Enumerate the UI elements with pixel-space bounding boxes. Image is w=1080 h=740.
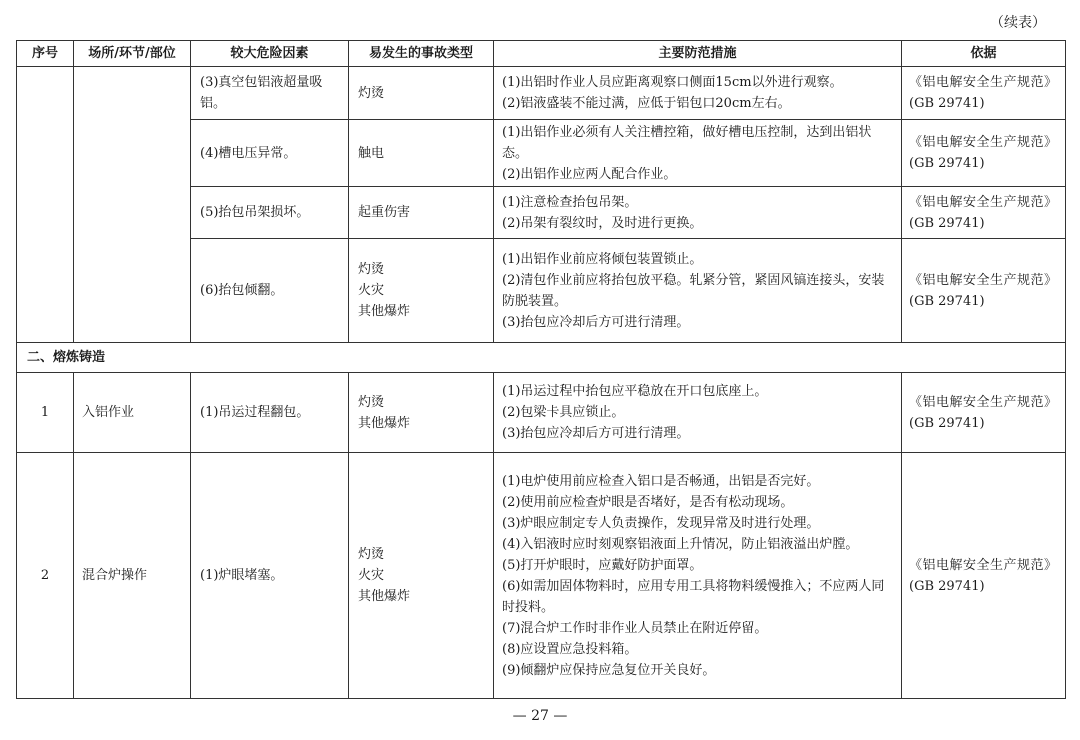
- accident-item: 灼烫: [358, 394, 385, 410]
- measure-item: (3)抬包应冷却后方可进行清理。: [502, 314, 690, 330]
- hazard-cell: (5)抬包吊架损坏。: [191, 187, 349, 239]
- accident-item: 触电: [358, 145, 385, 161]
- hazard-table: [16, 40, 1066, 699]
- measure-item: (3)炉眼应制定专人负责操作，发现异常及时进行处理。: [502, 515, 820, 531]
- table-row: [17, 67, 1066, 120]
- measure-item: (8)应设置应急投料箱。: [502, 641, 638, 657]
- table-header-row: [17, 41, 1066, 67]
- basis-cell: 《铝电解安全生产规范》(GB 29741): [902, 67, 1066, 120]
- measure-item: (4)入铝液时应时刻观察铝液面上升情况，防止铝液溢出炉膛。: [502, 536, 859, 552]
- continued-label: （续表）: [990, 15, 1046, 31]
- table-row: [17, 373, 1066, 453]
- table-row: [17, 453, 1066, 699]
- measure-item: (1)出铝作业前应将倾包装置锁止。: [502, 251, 703, 267]
- hazard-cell: (1)炉眼堵塞。: [191, 453, 349, 699]
- hazard-cell: (6)抬包倾翻。: [191, 239, 349, 343]
- hazard-cell: (4)槽电压异常。: [191, 120, 349, 187]
- measure-item: (1)注意检查抬包吊架。: [502, 194, 638, 210]
- page-number: — 27 —: [512, 708, 568, 724]
- accident-item: 火灾: [358, 568, 385, 583]
- measure-item: (2)出铝作业应两人配合作业。: [502, 166, 677, 182]
- basis-cell: 《铝电解安全生产规范》(GB 29741): [902, 187, 1066, 239]
- accident-item: 起重伤害: [358, 205, 411, 220]
- basis-cell: 《铝电解安全生产规范》(GB 29741): [902, 453, 1066, 699]
- measure-item: (2)铝液盛装不能过满，应低于铝包口20cm左右。: [502, 96, 791, 111]
- accident-item: 火灾: [358, 283, 385, 298]
- basis-cell: 《铝电解安全生产规范》(GB 29741): [902, 239, 1066, 343]
- accident-cell: [349, 67, 494, 120]
- measure-item: (1)电炉使用前应检查入铝口是否畅通，出铝是否完好。: [502, 473, 820, 489]
- measure-item: (6)如需加固体物料时，应用专用工具将物料缓慢推入；不应两人同时投料。: [502, 578, 885, 615]
- accident-cell: [349, 373, 494, 453]
- section-row: [17, 343, 1066, 373]
- header-basis: 依据: [902, 41, 1066, 67]
- no-cell: [17, 67, 74, 343]
- measure-item: (5)打开炉眼时，应戴好防护面罩。: [502, 557, 703, 573]
- basis-cell: 《铝电解安全生产规范》(GB 29741): [902, 120, 1066, 187]
- no-cell: 1: [17, 373, 74, 453]
- accident-item: 其他爆炸: [358, 415, 411, 431]
- measure-item: (1)出铝作业必须有人关注槽控箱，做好槽电压控制，达到出铝状态。: [502, 124, 872, 161]
- measure-item: (2)清包作业前应将抬包放平稳。轧紧分管，紧固风镐连接头，安装防脱装置。: [502, 272, 885, 309]
- measure-item: (1)吊运过程中抬包应平稳放在开口包底座上。: [502, 384, 768, 399]
- accident-cell: [349, 187, 494, 239]
- accident-cell: [349, 453, 494, 699]
- place-cell: [74, 67, 191, 343]
- header-hazard: 较大危险因素: [191, 41, 349, 67]
- measure-item: (2)使用前应检查炉眼是否堵好，是否有松动现场。: [502, 494, 794, 510]
- measures-cell: [494, 120, 902, 187]
- measure-item: (3)抬包应冷却后方可进行清理。: [502, 426, 690, 441]
- accident-cell: [349, 120, 494, 187]
- header-no: 序号: [17, 41, 74, 67]
- measure-item: (7)混合炉工作时非作业人员禁止在附近停留。: [502, 620, 768, 636]
- measures-cell: [494, 187, 902, 239]
- measure-item: (2)包梁卡具应锁止。: [502, 405, 625, 420]
- accident-item: 其他爆炸: [358, 589, 411, 604]
- accident-cell: [349, 239, 494, 343]
- basis-cell: 《铝电解安全生产规范》(GB 29741): [902, 373, 1066, 453]
- measures-cell: [494, 373, 902, 453]
- header-accident: 易发生的事故类型: [349, 41, 494, 67]
- measures-cell: [494, 239, 902, 343]
- section-title: 二、熔炼铸造: [17, 343, 1066, 373]
- measures-cell: [494, 453, 902, 699]
- header-place: 场所/环节/部位: [74, 41, 191, 67]
- measure-item: (2)吊架有裂纹时，及时进行更换。: [502, 215, 703, 231]
- accident-item: 灼烫: [358, 85, 385, 101]
- measure-item: (1)出铝时作业人员应距离观察口侧面15cm以外进行观察。: [502, 75, 843, 90]
- no-cell: 2: [17, 453, 74, 699]
- place-cell: 混合炉操作: [74, 453, 191, 699]
- accident-item: 灼烫: [358, 547, 385, 562]
- accident-item: 灼烫: [358, 262, 385, 277]
- hazard-cell: (1)吊运过程翻包。: [191, 373, 349, 453]
- measure-item: (9)倾翻炉应保持应急复位开关良好。: [502, 662, 716, 678]
- measures-cell: [494, 67, 902, 120]
- hazard-cell: (3)真空包铝液超量吸铝。: [191, 67, 349, 120]
- header-measures: 主要防范措施: [494, 41, 902, 67]
- accident-item: 其他爆炸: [358, 304, 411, 319]
- place-cell: 入铝作业: [74, 373, 191, 453]
